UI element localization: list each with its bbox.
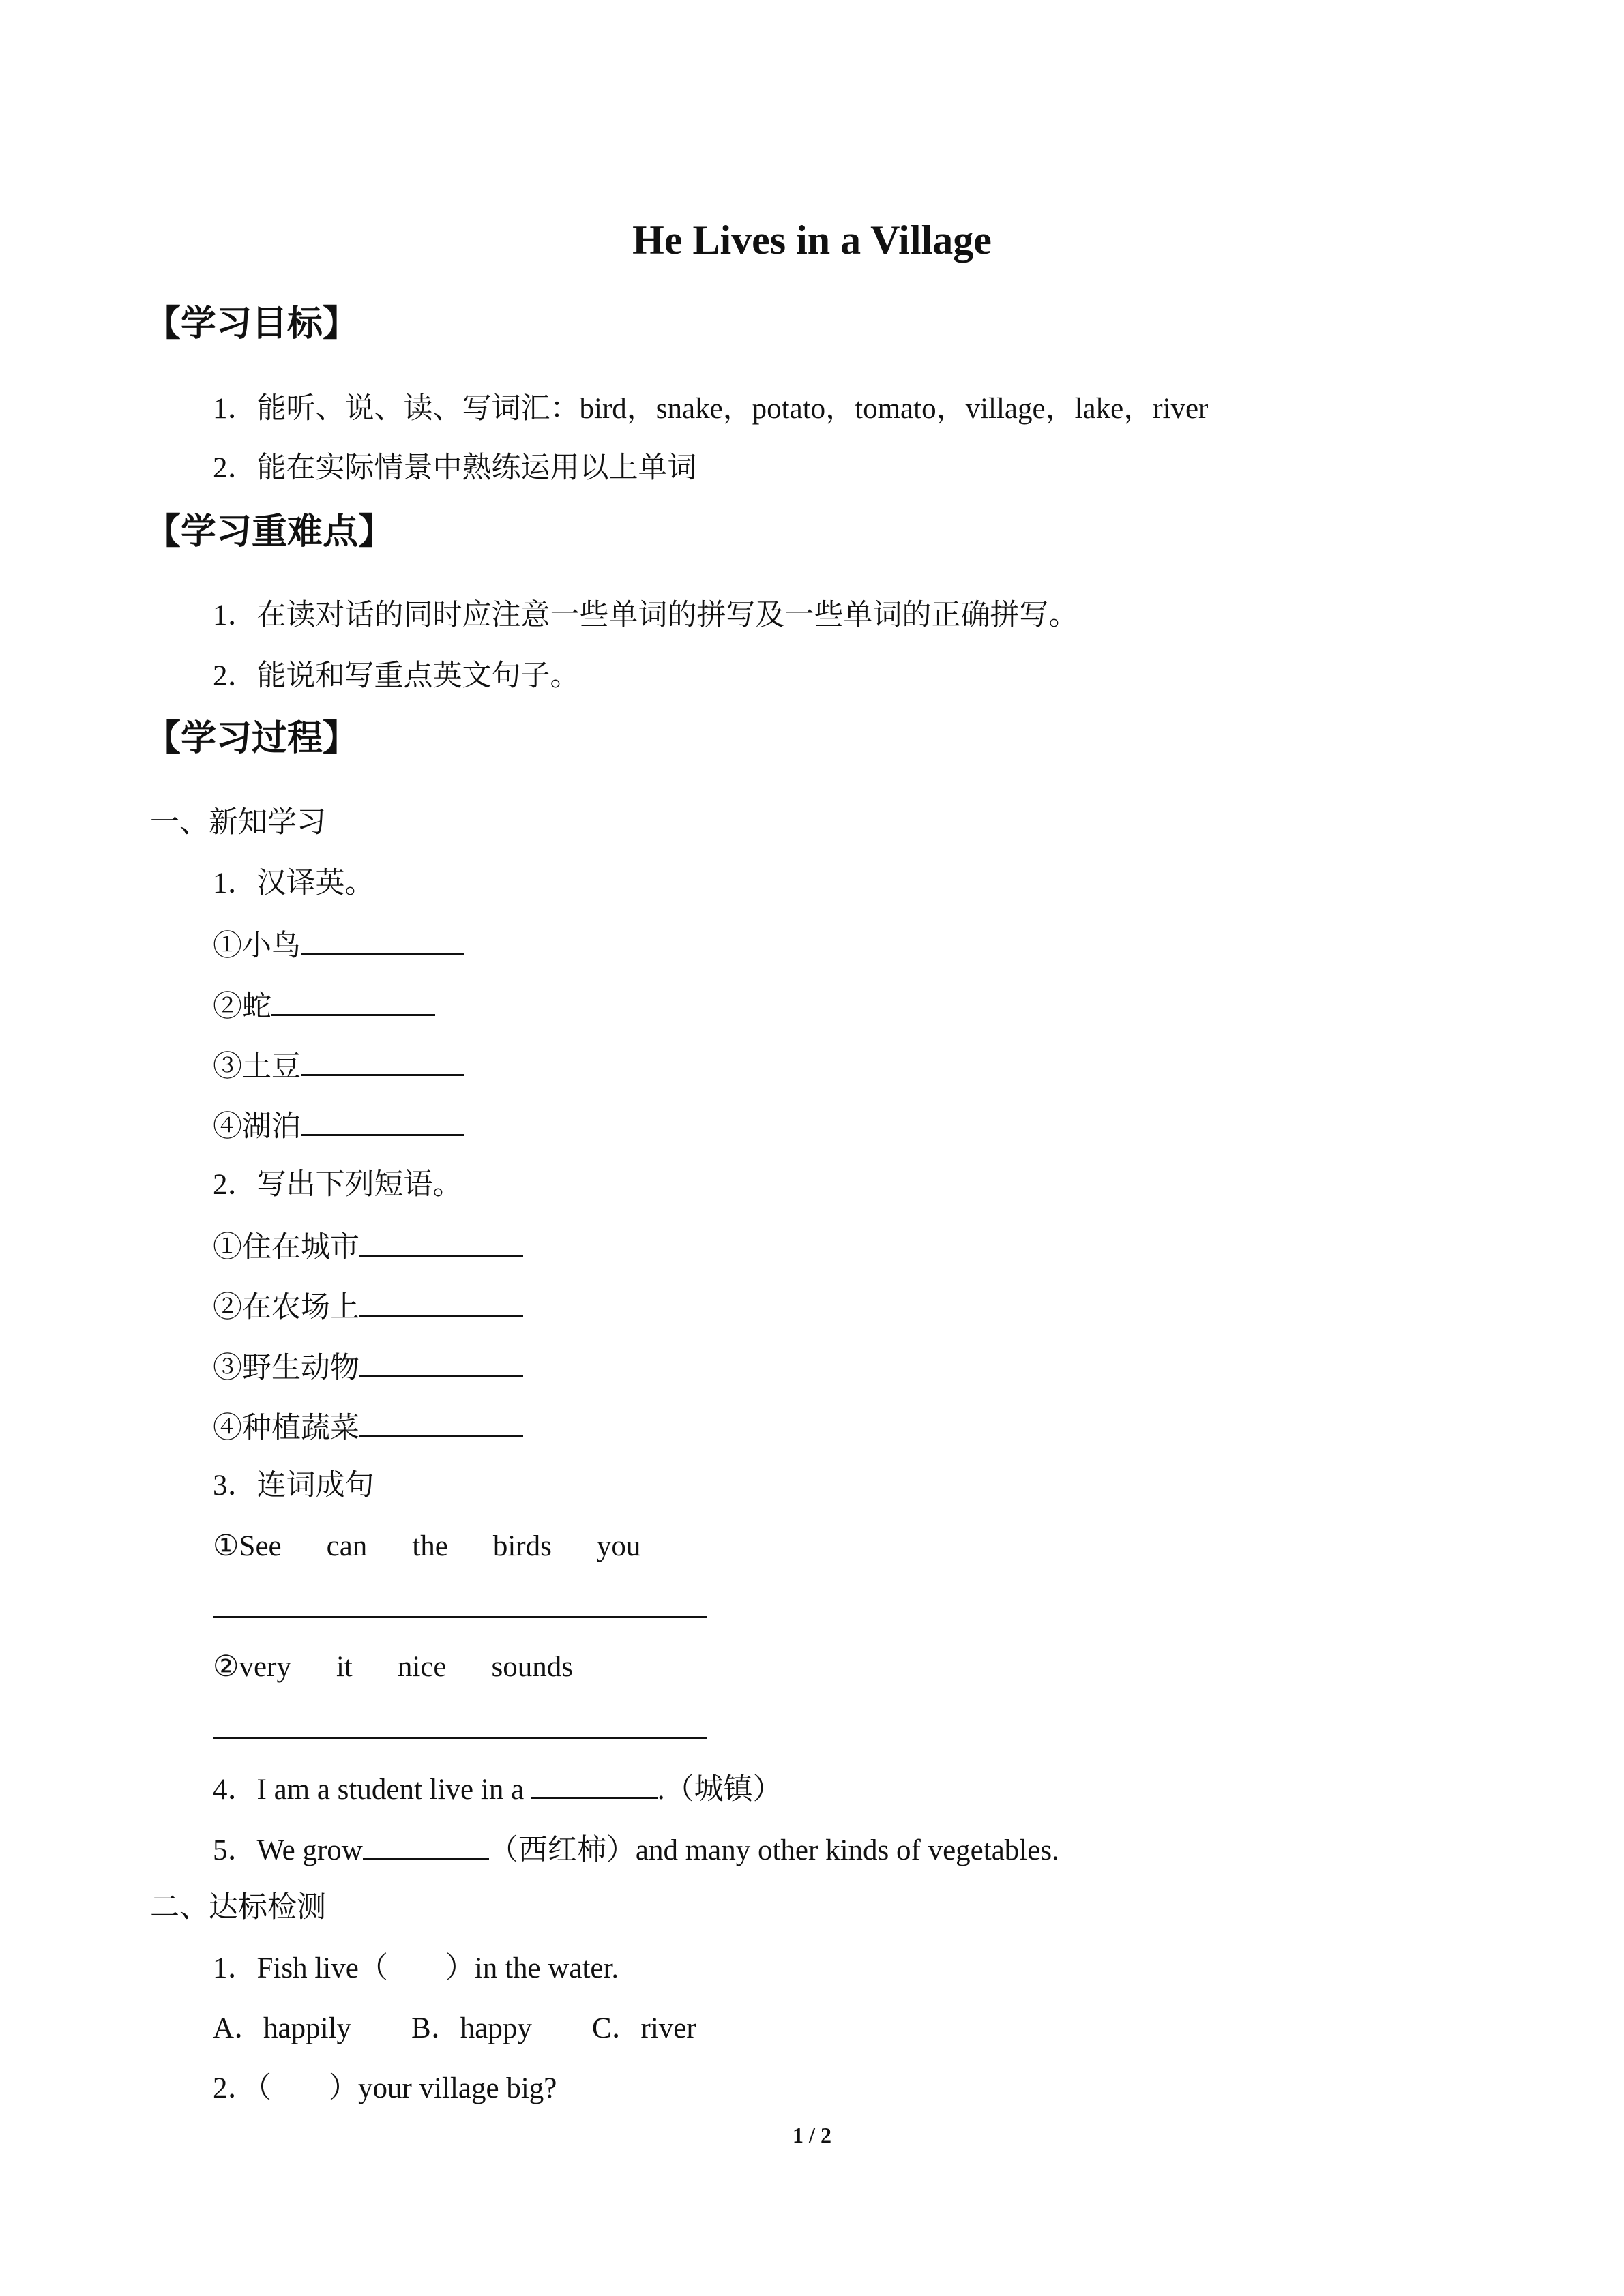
answer-blank[interactable] <box>301 1044 464 1076</box>
sentence-answer-line-2 <box>213 1707 707 1750</box>
answer-blank[interactable] <box>271 984 435 1016</box>
option-b: B．happy <box>411 2012 532 2044</box>
test-question-1-options <box>213 2008 696 2049</box>
translation-item-3: ③土豆 <box>213 1044 464 1088</box>
phrase-item-2: ②在农场上 <box>213 1285 523 1328</box>
answer-blank[interactable] <box>213 1707 707 1739</box>
test-question-1: 1．Fish live（ ）in the water. <box>213 1952 619 1984</box>
translation-item-2: ②蛇 <box>213 984 435 1028</box>
option-a: A．happily <box>213 2012 352 2044</box>
sentence-answer-line-1 <box>213 1586 707 1630</box>
answer-blank[interactable] <box>359 1225 523 1257</box>
section-heading-goals: 【学习目标】 <box>145 303 359 344</box>
phrase-item-1: ①住在城市 <box>213 1225 523 1268</box>
page-title: He Lives in a Village <box>632 218 992 263</box>
key-point-item-2: 2．能说和写重点英文句子。 <box>213 660 580 692</box>
question-2-label: 2．写出下列短语。 <box>213 1169 462 1201</box>
option-c: C．river <box>591 2012 696 2044</box>
answer-blank[interactable] <box>531 1767 658 1799</box>
answer-blank[interactable] <box>301 1104 464 1136</box>
section-heading-process: 【学习过程】 <box>145 718 359 759</box>
question-5: 5．We grow （西红柿）and many other kinds of vegetables. <box>213 1828 1059 1871</box>
part1-heading: 一、新知学习 <box>150 807 326 839</box>
goal-item-1: 1．能听、说、读、写词汇：bird，snake，potato，tomato，village，lake，river <box>213 393 1209 425</box>
answer-blank[interactable] <box>213 1586 707 1618</box>
phrase-item-3: ③野生动物 <box>213 1345 523 1389</box>
test-question-2: 2．（ ）your village big? <box>213 2072 557 2104</box>
key-point-item-1: 1．在读对话的同时应注意一些单词的拼写及一些单词的正确拼写。 <box>213 599 1078 631</box>
answer-blank[interactable] <box>301 923 464 955</box>
part2-heading: 二、达标检测 <box>150 1892 326 1924</box>
scrambled-sentence-1: ①See can the birds you <box>213 1530 641 1562</box>
section-heading-key-points: 【学习重难点】 <box>145 511 394 552</box>
answer-blank[interactable] <box>363 1828 489 1860</box>
question-4: 4．I am a student live in a .（城镇） <box>213 1767 782 1810</box>
answer-blank[interactable] <box>359 1345 523 1377</box>
page-number: 1 / 2 <box>793 2123 831 2147</box>
answer-blank[interactable] <box>359 1285 523 1317</box>
answer-blank[interactable] <box>359 1405 523 1437</box>
question-1-label: 1．汉译英。 <box>213 867 374 899</box>
translation-item-1: ①小鸟 <box>213 923 464 967</box>
question-3-label: 3．连词成句 <box>213 1470 374 1502</box>
phrase-item-4: ④种植蔬菜 <box>213 1405 523 1449</box>
goal-item-2: 2．能在实际情景中熟练运用以上单词 <box>213 452 697 484</box>
translation-item-4: ④湖泊 <box>213 1104 464 1148</box>
scrambled-sentence-2: ②very it nice sounds <box>213 1651 573 1683</box>
